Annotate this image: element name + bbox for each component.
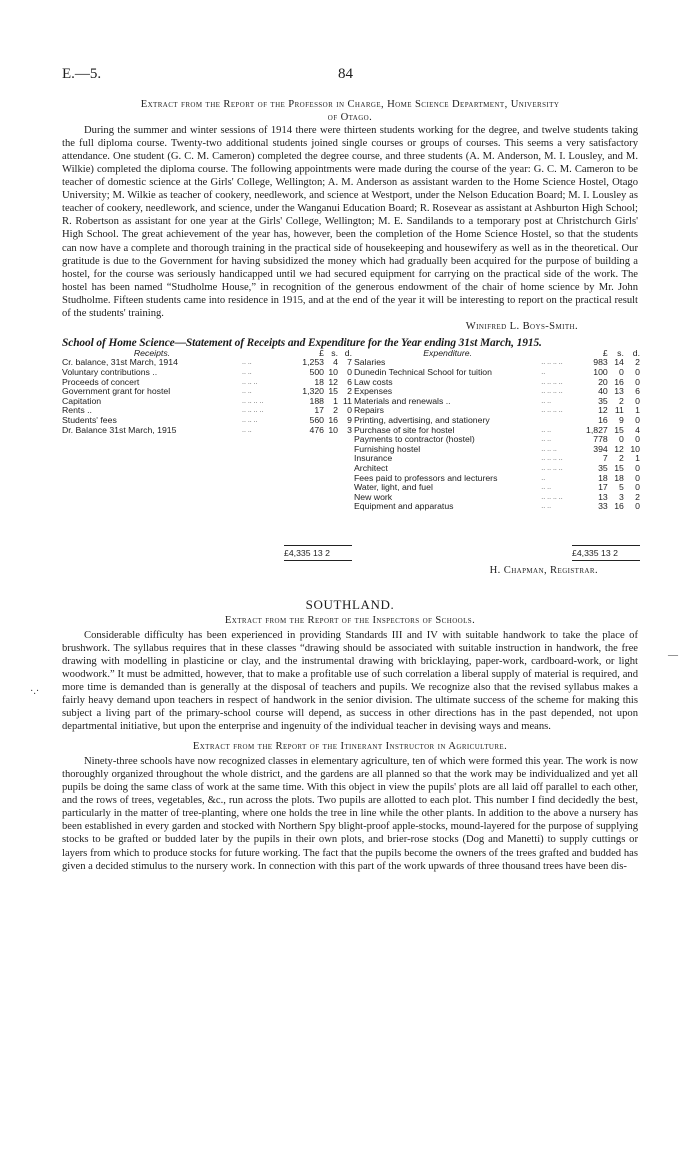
margin-mark-right: — <box>668 650 678 661</box>
expenditure-heading: Expenditure. <box>423 347 473 358</box>
expenditure-item-leader: .. .. .. .. <box>541 388 563 396</box>
receipts-currency-pound: £ <box>319 347 324 358</box>
receipts-total-pounds: £4,335 <box>284 547 311 558</box>
expenditure-item-shillings: 2 <box>619 395 624 406</box>
expenditure-item-pence: 0 <box>635 376 640 387</box>
statement-accounts <box>62 349 638 575</box>
expenditure-total <box>572 545 640 561</box>
expenditure-item-leader: .. <box>541 368 546 376</box>
expenditure-item-pence: 0 <box>635 472 640 483</box>
expenditure-item-leader: .. .. <box>541 484 552 492</box>
receipts-item-label: Cr. balance, 31st March, 1914 <box>62 357 178 368</box>
expenditure-item-pence: 6 <box>635 386 640 397</box>
expenditure-total-pounds: £4,335 <box>572 547 599 558</box>
receipts-item-pounds: 18 <box>314 376 324 387</box>
southland-section <box>62 597 638 873</box>
expenditure-item-leader: .. .. .. .. <box>541 493 563 501</box>
expenditure-item-leader: .. .. .. .. <box>541 359 563 367</box>
receipts-item-pence: 11 <box>342 395 352 406</box>
receipts-table <box>62 349 352 435</box>
receipts-row <box>62 387 352 397</box>
expenditure-item-leader: .. .. <box>541 426 552 434</box>
receipts-item-leader: .. .. .. .. <box>242 397 264 405</box>
expenditure-item-leader: .. .. .. .. <box>541 455 563 463</box>
expenditure-item-pounds: 18 <box>598 472 608 483</box>
expenditure-item-leader <box>541 416 577 426</box>
receipts-item-leader: .. .. .. <box>242 378 258 386</box>
expenditure-item-label: Equipment and apparatus <box>354 501 454 512</box>
expenditure-item-leader: .. .. .. .. <box>541 464 563 472</box>
expenditure-item-pounds: 16 <box>598 414 608 425</box>
otago-title-line-2: of Otago. <box>327 112 373 124</box>
page-header <box>62 66 638 86</box>
registrar-signature: H. Chapman, Registrar. <box>489 564 598 576</box>
expenditure-currency-pound: £ <box>602 347 608 358</box>
expenditure-item-label: Materials and renewals .. <box>354 395 451 406</box>
statement-section <box>62 337 638 575</box>
expenditure-item-leader: .. .. .. .. <box>541 378 563 386</box>
expenditure-item-pence: 0 <box>635 501 640 512</box>
receipts-item-leader: .. .. <box>242 388 252 396</box>
expenditure-row <box>354 445 640 455</box>
receipts-currency-pence: d. <box>344 347 352 358</box>
receipts-total-shillings: 13 <box>313 547 323 558</box>
expenditure-item-label: Printing, advertising, and stationery <box>354 414 490 425</box>
receipts-item-shillings: 16 <box>328 414 338 425</box>
receipts-item-pence: 9 <box>347 414 352 425</box>
expenditure-item-pounds: 983 <box>593 357 608 368</box>
expenditure-item-shillings: 15 <box>614 462 624 473</box>
receipts-item-pounds: 188 <box>309 395 324 406</box>
expenditure-item-pounds: 17 <box>598 482 608 493</box>
receipts-item-pence: 3 <box>347 424 352 435</box>
expenditure-item-pounds: 13 <box>598 491 608 502</box>
receipts-item-pounds: 1,320 <box>302 386 324 397</box>
receipts-currency-shilling: s. <box>331 347 338 358</box>
inspectors-report-title: Extract from the Report of the Inspectors of Schools. <box>224 614 476 626</box>
receipts-item-pence: 7 <box>347 357 352 368</box>
expenditure-item-pounds: 778 <box>593 434 608 445</box>
expenditure-item-label: Insurance <box>354 453 393 464</box>
expenditure-item-shillings: 5 <box>619 482 624 493</box>
expenditure-item-pounds: 40 <box>598 386 608 397</box>
otago-report-title <box>62 98 638 124</box>
otago-signature: Winifred L. Boys-Smith. <box>465 320 578 332</box>
receipts-item-leader: .. .. <box>242 368 252 376</box>
receipts-item-pounds: 1,253 <box>302 357 324 368</box>
expenditure-item-pence: 2 <box>635 491 640 502</box>
expenditure-total-shillings: 13 <box>601 547 611 558</box>
receipts-total-pence: 2 <box>325 547 330 558</box>
expenditure-item-shillings: 11 <box>614 405 624 416</box>
expenditure-item-pounds: 12 <box>598 405 608 416</box>
agriculture-report-title: Extract from the Report of the Itinerant Instructor in Agriculture. <box>192 741 508 753</box>
receipts-row <box>62 397 352 407</box>
expenditure-item-leader: .. .. .. <box>541 445 557 453</box>
expenditure-item-label: Expenses <box>354 386 393 397</box>
document-page <box>62 66 638 873</box>
receipts-item-label: Rents .. <box>62 405 92 416</box>
page-number: 84 <box>338 66 353 82</box>
expenditure-item-leader: .. <box>541 474 546 482</box>
receipts-item-pence: 6 <box>347 376 352 387</box>
margin-mark-left: ·.· <box>30 686 40 697</box>
receipts-item-pence: 2 <box>347 386 352 397</box>
receipts-heading: Receipts. <box>133 347 171 358</box>
expenditure-item-shillings: 9 <box>619 414 624 425</box>
receipts-item-pounds: 17 <box>314 405 324 416</box>
expenditure-item-pence: 1 <box>635 405 640 416</box>
expenditure-currency-pence: d. <box>632 347 640 358</box>
expenditure-item-label: Furnishing hostel <box>354 443 421 454</box>
otago-title-line-1: Extract from the Report of the Professor in Charge, Home Science Department, University <box>140 99 560 110</box>
expenditure-item-pounds: 35 <box>598 462 608 473</box>
expenditure-item-pounds: 35 <box>598 395 608 406</box>
receipts-item-leader: .. .. <box>242 359 252 367</box>
expenditure-item-pence: 0 <box>635 395 640 406</box>
receipts-item-label: Students' fees <box>62 414 117 425</box>
expenditure-item-pounds: 7 <box>602 453 608 464</box>
receipts-item-shillings: 2 <box>333 405 338 416</box>
expenditure-item-shillings: 0 <box>619 434 624 445</box>
receipts-item-leader: .. .. <box>242 426 252 434</box>
receipts-item-shillings: 10 <box>328 366 338 377</box>
expenditure-item-label: Repairs <box>354 405 384 416</box>
receipts-item-pounds: 560 <box>309 414 324 425</box>
expenditure-item-label: Architect <box>354 462 388 473</box>
expenditure-item-label: Dunedin Technical School for tuition <box>354 366 492 377</box>
agriculture-report-paragraph: Ninety-three schools have now recognized classes in elementary agriculture, ten of which were formed this year. The work is now thoroughly organized throughout the whole district, and the gardens are all planned so that the work may be individualized and yet all pupils be doing the same class of work at the same time. With this object in view the pupils' plots are all laid off parallel to each other, and the rows of trees, vegetables, &c., run across the plots. Two pupils are allotted to each plot. This number I find decidedly the best, particularly in the matter of tree-planting, where one holds the tree in line while the other plants. In addition to the above a nursery has been established in every garden and stocked with Northern Spy blight-proof apple-stocks, mound-layered for the purpose of supplying stocks to be grafted or budded later by the pupils in their own plots, and brier-rose stocks (Dog and Manetti) to supply cuttings or layers from which to produce stocks for future working. The fact that the pupils become the owners of the trees grafted and budded has given a decided stimulus to the nursery work. In connection with this part of the work upwards of three thousand trees have been dis- <box>62 756 638 872</box>
receipts-item-shillings: 12 <box>328 376 338 387</box>
expenditure-item-pence: 0 <box>635 462 640 473</box>
expenditure-item-shillings: 12 <box>614 443 624 454</box>
otago-report-section <box>62 98 638 333</box>
receipts-item-pence: 0 <box>347 405 352 416</box>
expenditure-item-label: Law costs <box>354 376 393 387</box>
expenditure-item-pence: 0 <box>635 414 640 425</box>
expenditure-item-pence: 2 <box>635 357 640 368</box>
expenditure-item-shillings: 13 <box>614 386 624 397</box>
expenditure-item-pounds: 100 <box>593 366 608 377</box>
expenditure-item-leader: .. .. .. .. <box>541 407 563 415</box>
receipts-total <box>284 545 352 561</box>
expenditure-item-shillings: 18 <box>614 472 624 483</box>
expenditure-row <box>354 502 640 512</box>
expenditure-item-pounds: 33 <box>598 501 608 512</box>
expenditure-item-shillings: 16 <box>614 501 624 512</box>
expenditure-item-pence: 0 <box>635 434 640 445</box>
receipts-item-pounds: 500 <box>309 366 324 377</box>
statement-title: School of Home Science—Statement of Receipts and Expenditure for the Year ending 31st March, 1915. <box>62 336 542 349</box>
receipts-item-shillings: 1 <box>333 395 338 406</box>
receipts-item-pounds: 476 <box>309 424 324 435</box>
expenditure-currency-shilling: s. <box>617 347 624 358</box>
expenditure-item-label: New work <box>354 491 393 502</box>
southland-heading: SOUTHLAND. <box>305 596 395 612</box>
receipts-item-pence: 0 <box>347 366 352 377</box>
receipts-item-label: Government grant for hostel <box>62 386 171 397</box>
expenditure-item-label: Purchase of site for hostel <box>354 424 455 435</box>
expenditure-item-pence: 4 <box>635 424 640 435</box>
inspectors-report-paragraph: Considerable difficulty has been experienced in providing Standards III and IV with suitable handwork to take the place of brushwork. The syllabus requires that in these classes “drawing should be associated with suitable instruction in handwork, the free drawing with modelling in plasticine or clay, and the instrumental drawing with bricklaying, paper-work, cardboard-work, or light woodwork.” It must be admitted, however, that to make a profitable use of such correlation a liberal supply of material is required, and more time is demanded than is generally at the disposal of teachers and pupils. We recognize also that the revised syllabus makes a fairly heavy demand upon teachers in respect of handwork in the senior division. The ultimate success of the scheme for making this subject a living part of the primary-school course will depend, as success in other directions has in the past depended, not upon departmental initiative, but upon the enterprise and ingenuity of the individual teacher in devising ways and means. <box>62 629 638 733</box>
receipts-item-shillings: 15 <box>328 386 338 397</box>
expenditure-item-pence: 1 <box>635 453 640 464</box>
expenditure-item-label: Water, light, and fuel <box>354 482 433 493</box>
receipts-item-shillings: 4 <box>333 357 338 368</box>
otago-report-paragraph: During the summer and winter sessions of 1914 there were thirteen students working for the degree, and twelve students taking the full diploma course. Twenty-two additional students joined single courses or groups of courses. This seems a very satisfactory attendance. One student (G. C. M. Cameron) completed the degree course, and three students (A. M. Anderson, M. I. Lousley, and M. Wilkie) completed the diploma course. The following appointments were made during the course of the year: G. C. M. Cameron to be teacher of domestic science at the Girls' College, Wellington; A. M. Anderson as assistant warden to the Home Science Hostel, Otago University; M. Wilkie as teacher of cookery, needlework, and science at Westport, under the Nelson Education Board; M. I. Lousley as teacher of cookery, needlework, and science, under the Wanganui Education Board; R. Rosevear as assistant at Ashburton High School; R. Robertson as assistant for one year at the Girls' College, Wellington; M. E. Sandilands to a temporary post at Christchurch Girls' High School. The great achievement of the year has, however, been the completion of the Home Science Hostel, so that the students can now have a complete and thorough training in the practical side of housekeeping and housewifery as well as in the theoretical. Our gratitude is due to the Government for having subsidized the money which had gradually been acquired for the purpose of building a hostel, for the course was seriously handicapped until we had secured equipment for carrying on the practical side of the work. The hostel has been named “Studholme House,” in recognition of the generous endowment of the chair of home science by Mr. John Studholme. Fifteen students came into residence in 1915, and at the end of the year it will be interesting to report on the practical result of the students' training. <box>62 125 638 319</box>
receipts-item-label: Capitation <box>62 395 102 406</box>
expenditure-item-leader: .. .. <box>541 436 552 444</box>
receipts-row <box>62 426 352 436</box>
receipts-item-label: Dr. Balance 31st March, 1915 <box>62 424 177 435</box>
expenditure-item-label: Salaries <box>354 357 386 368</box>
expenditure-item-leader: .. .. <box>541 503 552 511</box>
expenditure-item-shillings: 0 <box>619 366 624 377</box>
expenditure-item-leader: .. .. <box>541 397 552 405</box>
receipts-item-label: Voluntary contributions .. <box>62 366 158 377</box>
expenditure-item-pounds: 394 <box>593 443 608 454</box>
receipts-item-shillings: 10 <box>328 424 338 435</box>
expenditure-item-shillings: 14 <box>614 357 624 368</box>
expenditure-item-pence: 0 <box>635 366 640 377</box>
receipts-item-leader: .. .. .. <box>242 416 258 424</box>
expenditure-item-shillings: 15 <box>614 424 624 435</box>
expenditure-item-shillings: 16 <box>614 376 624 387</box>
expenditure-item-pounds: 20 <box>598 376 608 387</box>
expenditure-item-label: Fees paid to professors and lecturers <box>354 472 498 483</box>
report-reference: E.—5. <box>62 66 102 82</box>
receipts-item-label: Proceeds of concert <box>62 376 140 387</box>
expenditure-item-label: Payments to contractor (hostel) <box>354 434 475 445</box>
expenditure-table <box>354 349 640 512</box>
receipts-item-leader: .. .. .. .. <box>242 407 264 415</box>
expenditure-item-pounds: 1,827 <box>586 424 608 435</box>
expenditure-item-shillings: 3 <box>619 491 624 502</box>
expenditure-item-pence: 0 <box>635 482 640 493</box>
expenditure-item-pence: 10 <box>630 443 640 454</box>
expenditure-item-shillings: 2 <box>619 453 624 464</box>
expenditure-total-pence: 2 <box>613 547 618 558</box>
